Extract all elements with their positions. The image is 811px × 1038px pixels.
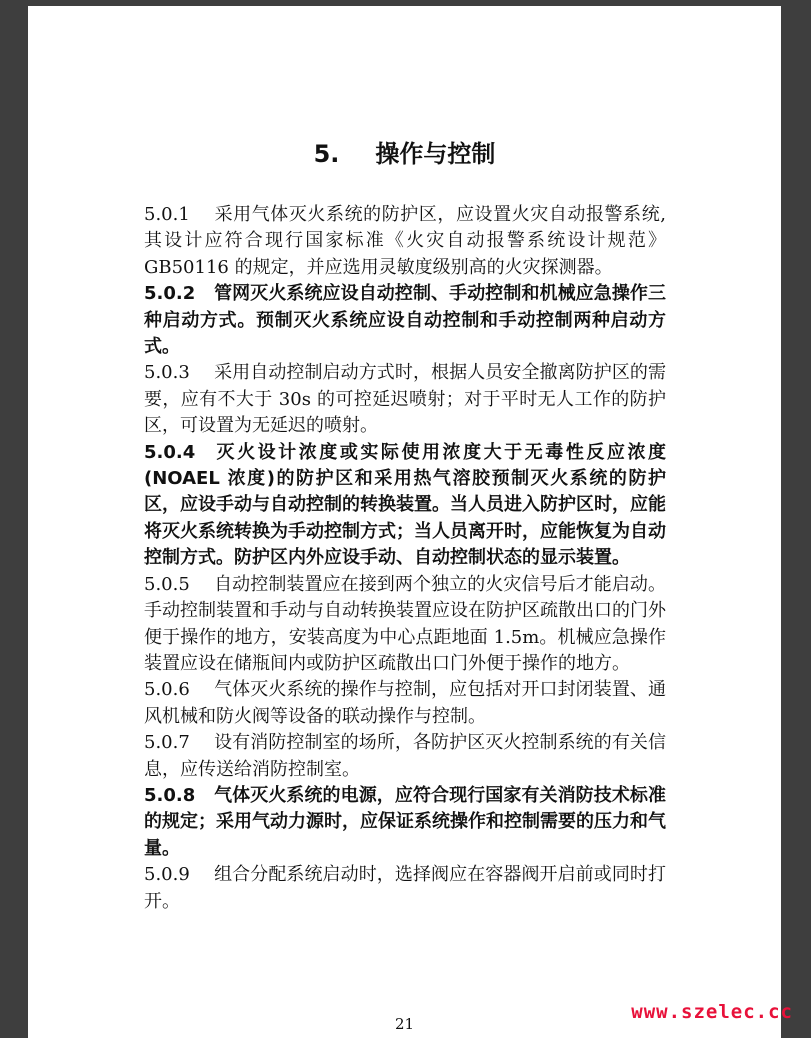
clause-list <box>144 202 666 915</box>
clause-5-0-2 <box>144 281 666 360</box>
page-number: 21 <box>394 1015 415 1033</box>
clause-text: 自动控制装置应在接到两个独立的火灾信号后才能启动。手动控制装置和手动与自动转换装置应设在防护区疏散出口的门外便于操作的地方，安装高度为中心点距地面 1.5m。机械应急操作装置应设在储瓶间内或防护区疏散出口门外便于操作的地方。 <box>144 573 666 674</box>
clause-5-0-4 <box>144 440 666 572</box>
clause-number: 5.0.8 <box>144 784 196 806</box>
section-number: 5. <box>313 140 340 168</box>
clause-number: 5.0.3 <box>144 362 190 384</box>
clause-number: 5.0.9 <box>144 864 190 886</box>
clause-number: 5.0.7 <box>144 732 190 754</box>
clause-number: 5.0.4 <box>144 441 196 463</box>
clause-5-0-3 <box>144 360 666 439</box>
clause-text: 设有消防控制室的场所，各防护区灭火控制系统的有关信息，应传送给消防控制室。 <box>144 732 666 780</box>
clause-5-0-7 <box>144 730 666 783</box>
section-heading <box>28 134 781 169</box>
clause-text: 管网灭火系统应设自动控制、手动控制和机械应急操作三种启动方式。预制灭火系统应设自动控制和手动控制两种启动方式。 <box>144 283 666 358</box>
clause-number: 5.0.5 <box>144 573 190 595</box>
clause-number: 5.0.1 <box>144 204 190 225</box>
clause-5-0-1 <box>144 202 666 281</box>
watermark: www.szelec.cc <box>631 1001 793 1023</box>
clause-text: 组合分配系统启动时，选择阀应在容器阀开启前或同时打开。 <box>144 864 666 912</box>
clause-text: 气体灭火系统的电源，应符合现行国家有关消防技术标准的规定；采用气动力源时，应保证系统操作和控制需要的压力和气量。 <box>144 784 666 859</box>
clause-5-0-6 <box>144 677 666 730</box>
clause-5-0-8 <box>144 783 666 862</box>
clause-text: 采用气体灭火系统的防护区，应设置火灾自动报警系统,其设计应符合现行国家标准《火灾自动报警系统设计规范》GB50116 的规定，并应选用灵敏度级别高的火灾探测器。 <box>144 204 666 278</box>
clause-number: 5.0.6 <box>144 679 190 701</box>
clause-text: 采用自动控制启动方式时，根据人员安全撤离防护区的需要，应有不大于 30s 的可控延迟喷射；对于平时无人工作的防护区，可设置为无延迟的喷射。 <box>144 362 666 437</box>
document-page <box>28 6 781 1038</box>
clause-text: 灭火设计浓度或实际使用浓度大于无毒性反应浓度(NOAEL 浓度)的防护区和采用热气溶胶预制灭火系统的防护区，应设手动与自动控制的转换装置。当人员进入防护区时，应能将灭火系统转换为手动控制方式；当人员离开时，应能恢复为自动控制方式。防护区内外应设手动、自动控制状态的显示装置。 <box>144 441 666 569</box>
clause-text: 气体灭火系统的操作与控制，应包括对开口封闭装置、通风机械和防火阀等设备的联动操作与控制。 <box>144 679 666 727</box>
clause-5-0-9 <box>144 862 666 915</box>
section-title: 操作与控制 <box>375 140 496 168</box>
clause-5-0-5 <box>144 572 666 678</box>
clause-number: 5.0.2 <box>144 283 196 305</box>
